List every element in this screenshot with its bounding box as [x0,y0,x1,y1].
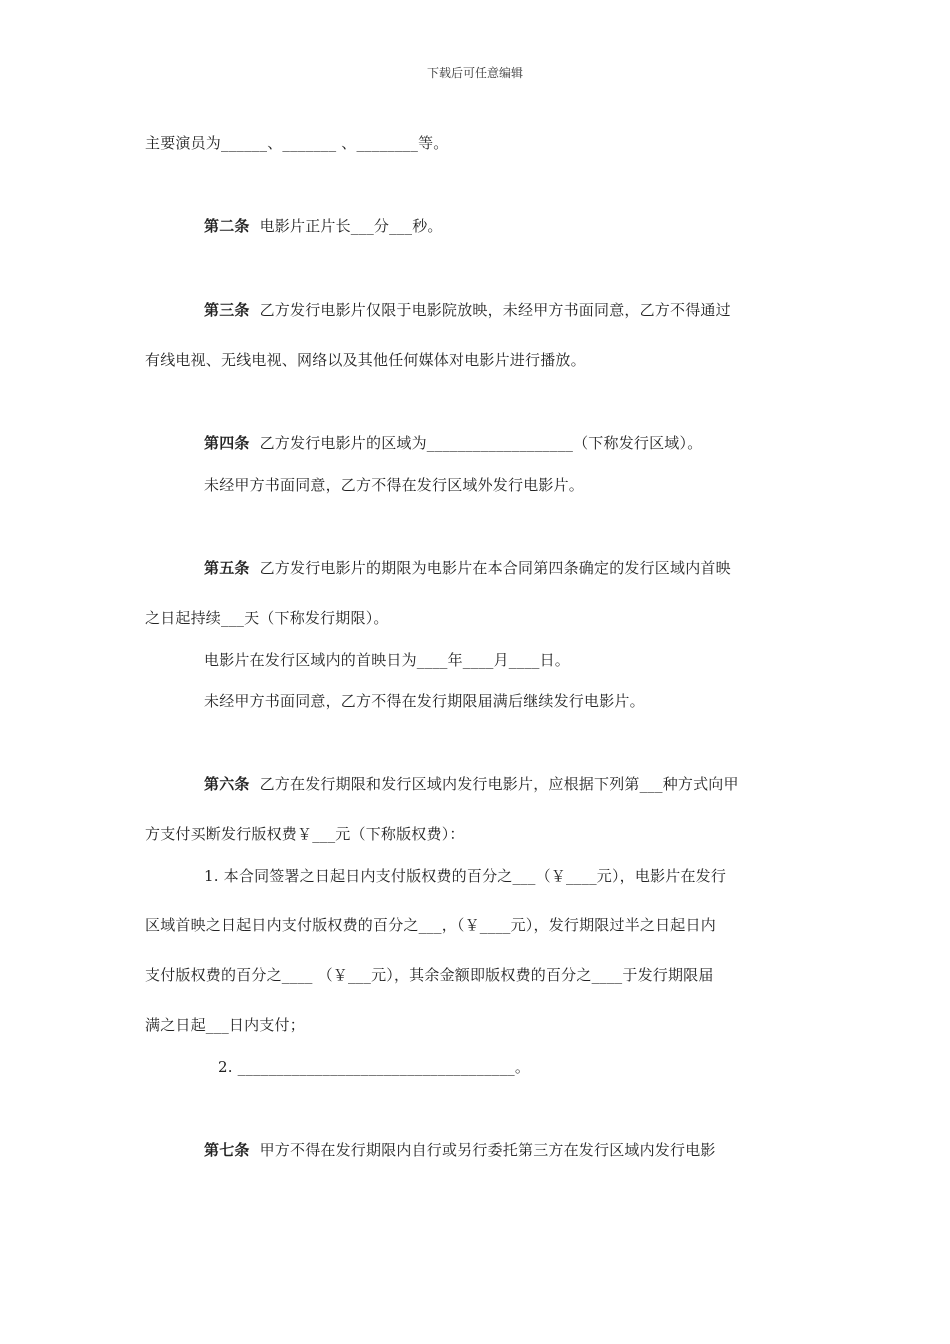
paragraph-line [145,350,586,370]
line-text: 未经甲方书面同意，乙方不得在发行期限届满后继续发行电影片。 [204,692,645,710]
paragraph-line [204,475,584,495]
article-6-line [204,774,739,794]
article-heading: 第二条 [204,217,250,235]
paragraph-line [145,965,714,985]
paragraph-line [204,866,726,886]
line-text: 乙方发行电影片仅限于电影院放映，未经甲方书面同意，乙方不得通过 [259,301,731,319]
article-heading: 第七条 [204,1141,250,1159]
line-text: 之日起持续___天（下称发行期限）。 [145,609,389,627]
line-text: 支付版权费的百分之____ （￥___元），其余金额即版权费的百分之____于发行期限届 [145,966,714,984]
line-text: 有线电视、无线电视、网络以及其他任何媒体对电影片进行播放。 [145,351,586,369]
line-text: 甲方不得在发行期限内自行或另行委托第三方在发行区域内发行电影 [259,1141,716,1159]
page-header: 下载后可任意编辑 [426,66,523,80]
article-heading: 第四条 [204,434,250,452]
article-7-line [204,1140,716,1160]
paragraph-line [145,133,448,153]
paragraph-line [218,1057,530,1077]
article-3-line [204,300,731,320]
line-text: 满之日起___日内支付； [145,1016,305,1034]
line-text: 乙方发行电影片的区域为___________________（下称发行区域）。 [259,434,703,452]
line-text: 区域首映之日起日内支付版权费的百分之___，（￥____元），发行期限过半之日起日内 [145,916,716,934]
article-5-line [204,558,731,578]
paragraph-line [204,650,570,670]
article-2-line [204,216,443,236]
line-text: 乙方发行电影片的期限为电影片在本合同第四条确定的发行区域内首映 [259,559,731,577]
paragraph-line [204,691,645,711]
paragraph-line [145,915,716,935]
line-text: 电影片在发行区域内的首映日为____年____月____日。 [204,651,571,669]
line-text: 2. ____________________________________。 [218,1058,531,1076]
line-text: 方支付买断发行版权费￥___元（下称版权费）： [145,825,465,843]
paragraph-line [145,824,465,844]
article-heading: 第三条 [204,301,250,319]
line-text: 主要演员为______、_______ 、________等。 [145,134,449,152]
line-text: 未经甲方书面同意，乙方不得在发行区域外发行电影片。 [204,476,585,494]
paragraph-line [145,1015,305,1035]
article-4-line [204,433,702,453]
article-heading: 第六条 [204,775,250,793]
article-heading: 第五条 [204,559,250,577]
line-text: 1. 本合同签署之日起日内支付版权费的百分之___（￥____元），电影片在发行 [204,867,727,885]
line-text: 乙方在发行期限和发行区域内发行电影片，应根据下列第___种方式向甲 [259,775,739,793]
paragraph-line [145,608,389,628]
line-text: 电影片正片长___分___秒。 [259,217,443,235]
